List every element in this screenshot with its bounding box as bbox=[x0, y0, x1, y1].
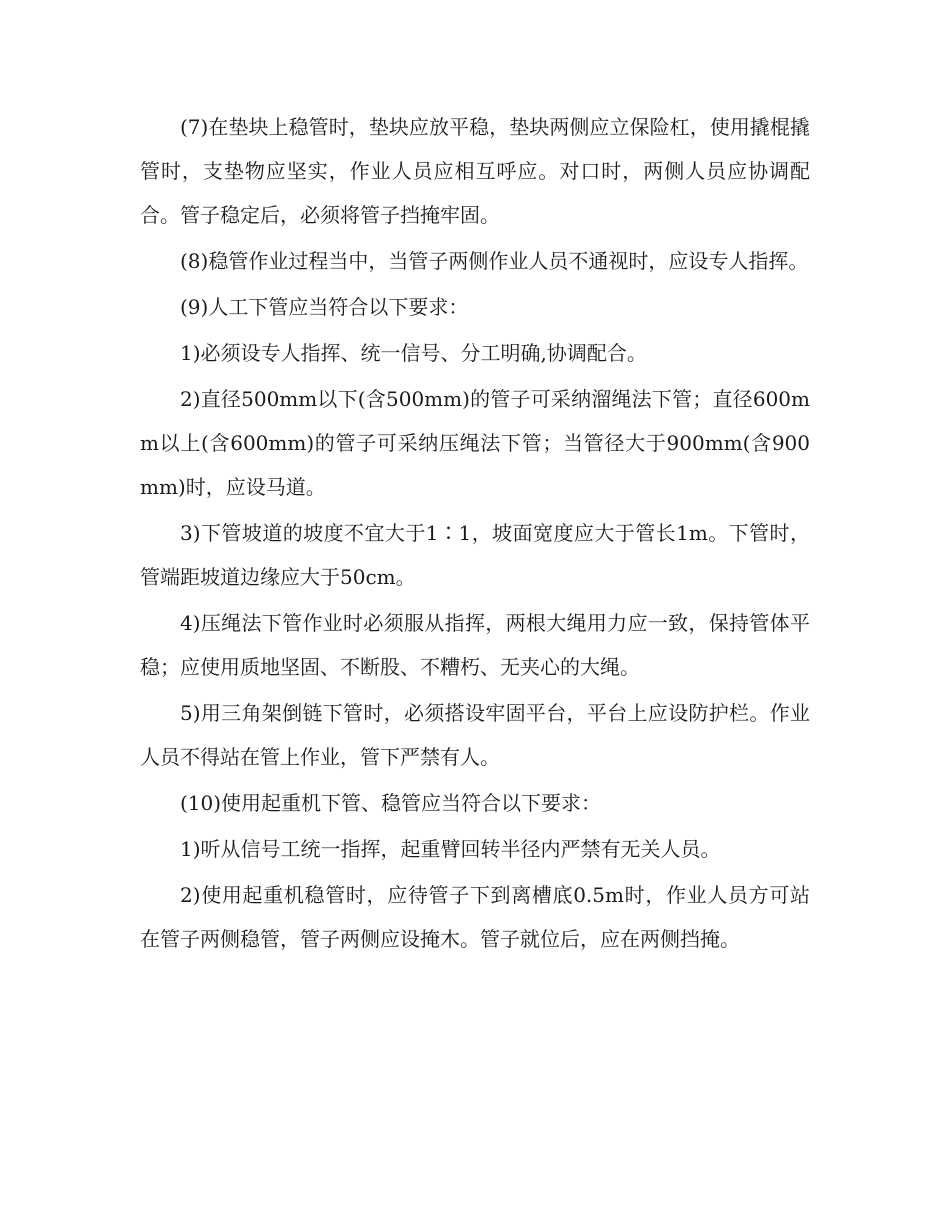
list-item-9-2: 2)直径500mm以下(含500mm)的管子可采纳溜绳法下管；直径600mm以上(含600mm)的管子可采纳压绳法下管；当管径大于900mm(含900mm)时，应设马道。 bbox=[140, 387, 810, 499]
list-item-10-2: 2)使用起重机稳管时，应待管子下到离槽底0.5m时，作业人员方可站在管子两侧稳管，管子两侧应设掩木。管子就位后，应在两侧挡掩。 bbox=[140, 883, 810, 951]
paragraph-8: (8)稳管作业过程当中，当管子两侧作业人员不通视时，应设专人指挥。 bbox=[180, 249, 809, 273]
list-item-9-1: 1)必须设专人指挥、统一信号、分工明确,协调配合。 bbox=[180, 341, 647, 365]
list-item-9-4: 4)压绳法下管作业时必须服从指挥，两根大绳用力应一致，保持管体平稳；应使用质地坚固、不断股、不糟朽、无夹心的大绳。 bbox=[140, 611, 810, 679]
list-item-9-5: 5)用三角架倒链下管时，必须搭设牢固平台，平台上应设防护栏。作业人员不得站在管上作业，管下严禁有人。 bbox=[140, 701, 810, 769]
list-item-10-1: 1)听从信号工统一指挥，起重臂回转半径内严禁有无关人员。 bbox=[180, 837, 721, 861]
list-item-9-3: 3)下管坡道的坡度不宜大于1∶1，坡面宽度应大于管长1m。下管时，管端距坡道边缘应大于50cm。 bbox=[140, 521, 810, 589]
paragraph-10-heading: (10)使用起重机下管、稳管应当符合以下要求： bbox=[180, 791, 602, 815]
paragraph-7: (7)在垫块上稳管时，垫块应放平稳，垫块两侧应立保险杠，使用撬棍撬管时，支垫物应坚实，作业人员应相互呼应。对口时，两侧人员应协调配合。管子稳定后，必须将管子挡掩牢固。 bbox=[140, 115, 810, 227]
document-body bbox=[140, 105, 810, 963]
paragraph-9-heading: (9)人工下管应当符合以下要求： bbox=[180, 295, 469, 319]
